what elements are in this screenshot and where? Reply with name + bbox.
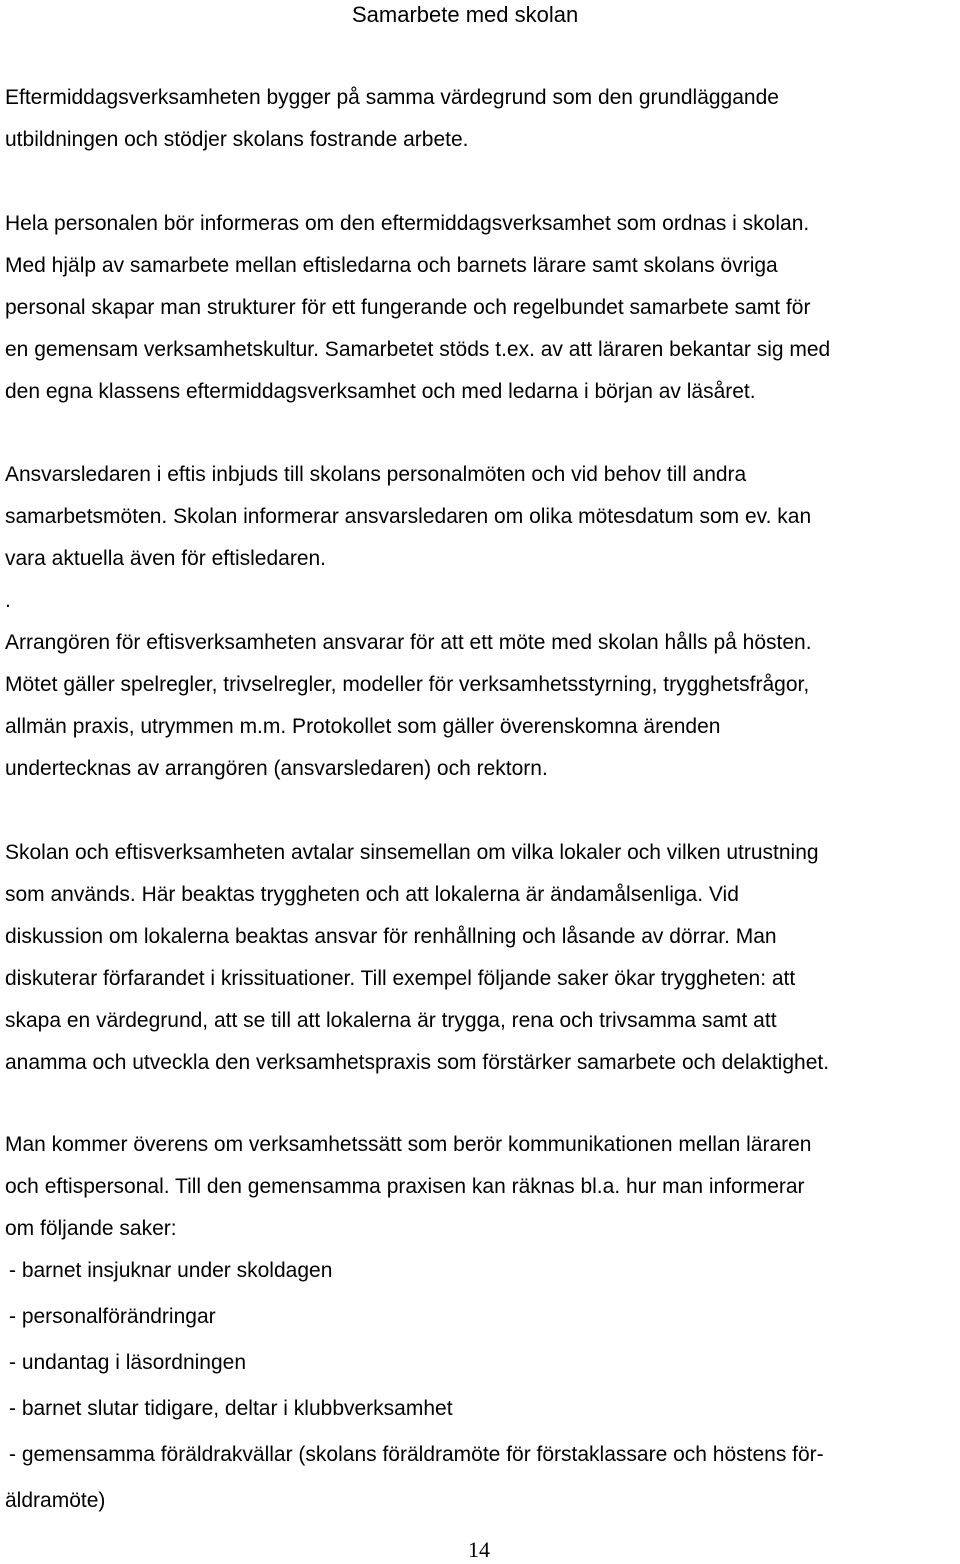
list-item: - barnet insjuknar under skoldagen	[9, 1259, 333, 1282]
text-line: den egna klassens eftermiddagsverksamhet och med ledarna i början av läsåret.	[5, 380, 756, 403]
text-line: personal skapar man strukturer för ett fungerande och regelbundet samarbete samt för	[5, 296, 811, 319]
text-line: vara aktuella även för eftisledaren.	[5, 547, 327, 570]
list-item: äldramöte)	[5, 1489, 106, 1512]
text-line: som används. Här beaktas tryggheten och att lokalerna är ändamålsenliga. Vid	[5, 883, 739, 906]
list-item: - undantag i läsordningen	[9, 1351, 247, 1374]
text-line: skapa en värdegrund, att se till att lokalerna är trygga, rena och trivsamma samt att	[5, 1009, 777, 1032]
page-number: 14	[468, 1537, 490, 1562]
text-line: Med hjälp av samarbete mellan eftisledarna och barnets lärare samt skolans övriga	[5, 254, 778, 277]
paragraph-communication	[5, 1124, 955, 1250]
text-line: Arrangören för eftisverksamheten ansvarar för att ett möte med skolan hålls på hösten.	[5, 631, 812, 654]
list-item: - personalförändringar	[9, 1305, 216, 1328]
text-line: Mötet gäller spelregler, trivselregler, modeller för verksamhetsstyrning, trygghetsfrågor,	[5, 673, 810, 696]
text-line: Man kommer överens om verksamhetssätt som berör kommunikationen mellan läraren	[5, 1133, 812, 1156]
topic-list	[5, 1248, 824, 1524]
paragraph-values	[5, 77, 955, 161]
list-item: - gemensamma föräldrakvällar (skolans föräldramöte för förstaklassare och höstens för-	[9, 1443, 824, 1466]
text-line: Ansvarsledaren i eftis inbjuds till skolans personalmöten och vid behov till andra	[5, 463, 747, 486]
paragraph-premises	[5, 832, 955, 1084]
text-line: Hela personalen bör informeras om den eftermiddagsverksamhet som ordnas i skolan.	[5, 212, 810, 235]
text-line: om följande saker:	[5, 1217, 177, 1240]
text-line: .	[5, 589, 11, 612]
paragraph-collaboration	[5, 203, 955, 413]
text-line: utbildningen och stödjer skolans fostrande arbete.	[5, 128, 469, 151]
text-line: och eftispersonal. Till den gemensamma praxisen kan räknas bl.a. hur man informerar	[5, 1175, 805, 1198]
text-line: Skolan och eftisverksamheten avtalar sinsemellan om vilka lokaler och vilken utrustning	[5, 841, 819, 864]
list-item: - barnet slutar tidigare, deltar i klubbverksamhet	[9, 1397, 453, 1420]
text-line: Eftermiddagsverksamheten bygger på samma värdegrund som den grundläggande	[5, 86, 779, 109]
text-line: diskussion om lokalerna beaktas ansvar för renhållning och låsande av dörrar. Man	[5, 925, 777, 948]
text-line: anamma och utveckla den verksamhetspraxis som förstärker samarbete och delaktighet.	[5, 1051, 830, 1074]
text-line: diskuterar förfarandet i krissituationer. Till exempel följande saker ökar tryggheten: att	[5, 967, 796, 990]
page-title: Samarbete med skolan	[352, 2, 579, 27]
text-line: en gemensam verksamhetskultur. Samarbetet stöds t.ex. av att läraren bekantar sig med	[5, 338, 831, 361]
text-line: samarbetsmöten. Skolan informerar ansvarsledaren om olika mötesdatum som ev. kan	[5, 505, 812, 528]
text-line: allmän praxis, utrymmen m.m. Protokollet som gäller överenskomna ärenden	[5, 715, 721, 738]
paragraph-meetings	[5, 454, 955, 790]
text-line: undertecknas av arrangören (ansvarsledaren) och rektorn.	[5, 757, 548, 780]
